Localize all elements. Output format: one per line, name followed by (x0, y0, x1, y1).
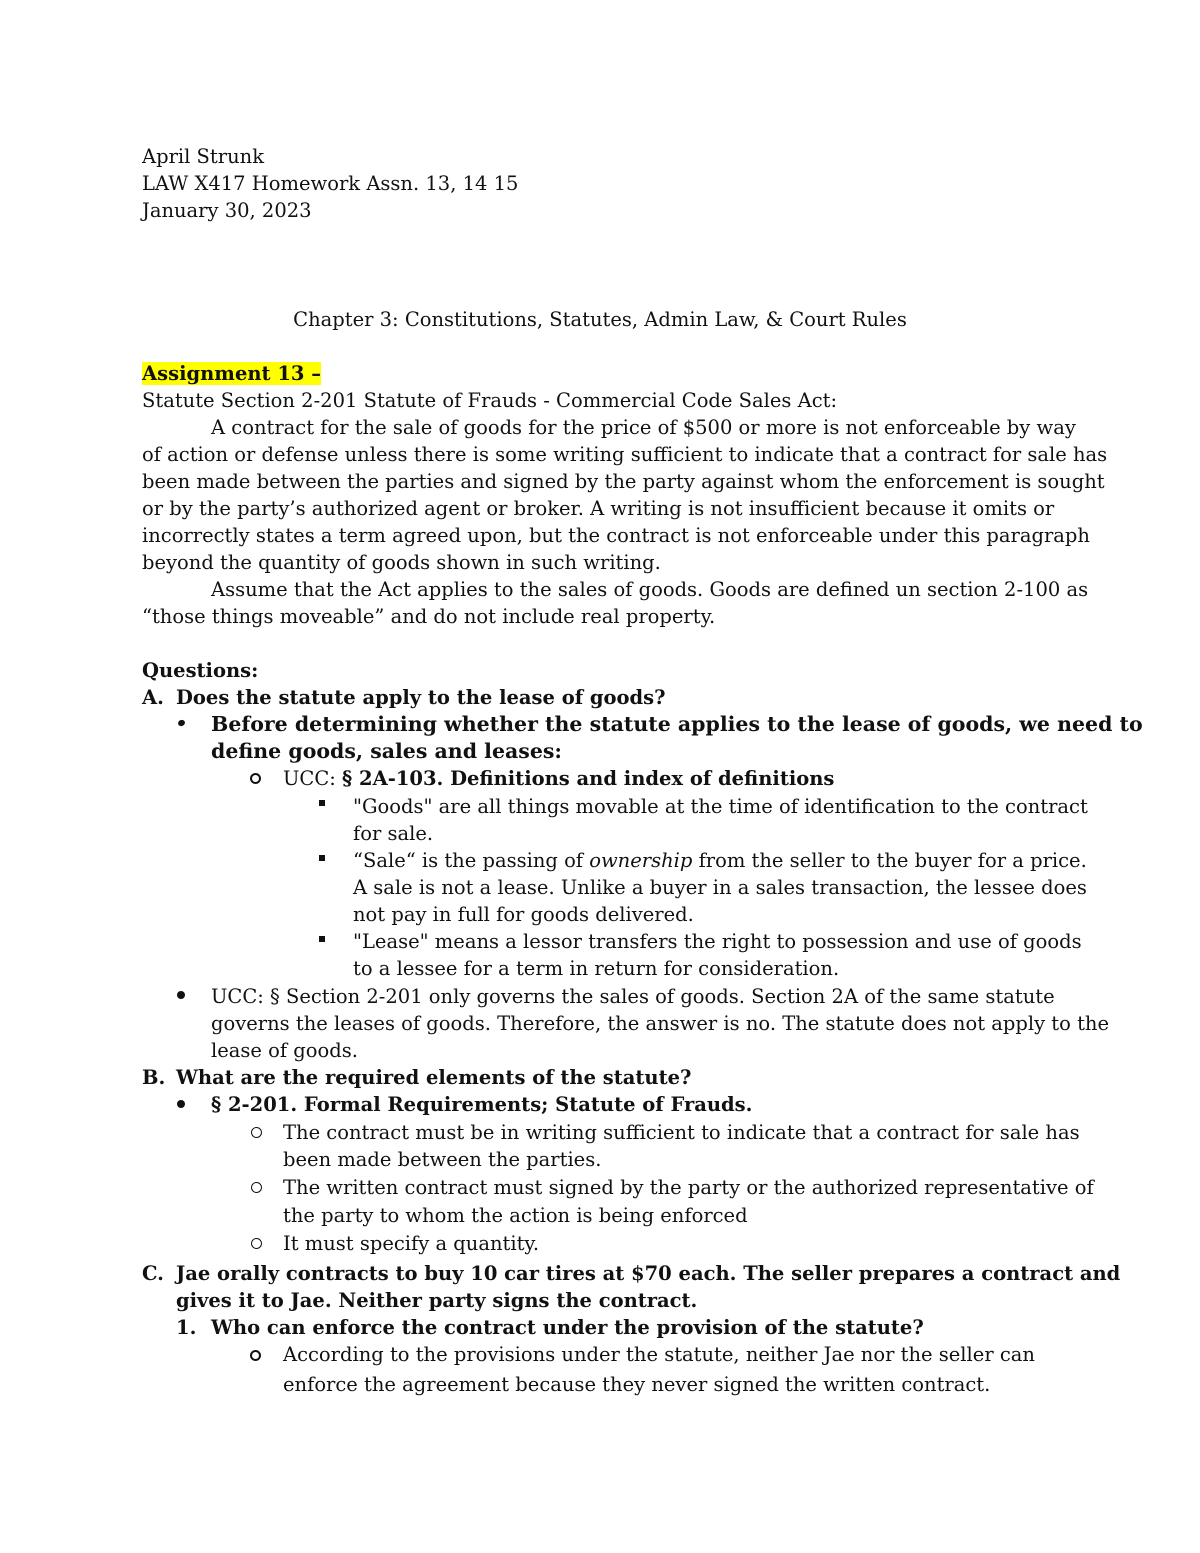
assumption-paragraph-line: “those things moveable” and do not include real property. (142, 605, 716, 628)
chapter-title: Chapter 3: Constitutions, Statutes, Admin Law, & Court Rules (293, 308, 907, 331)
bullet-icon (177, 719, 186, 727)
statute-heading: Statute Section 2-201 Statute of Frauds - Commercial Code Sales Act: (142, 389, 838, 412)
hollow-bullet-icon (250, 1350, 261, 1361)
answer-a-line: lease of goods. (211, 1039, 358, 1062)
sub-question-text: Who can enforce the contract under the provision of the statute? (211, 1316, 924, 1339)
square-bullet-icon (319, 800, 325, 806)
element-line: The written contract must signed by the party or the authorized representative of (283, 1176, 1094, 1199)
answer-c-line: According to the provisions under the statute, neither Jae nor the seller can (283, 1343, 1035, 1366)
assignment-heading (142, 360, 321, 387)
bullet-icon (177, 991, 185, 999)
sale-text: from the seller to the buyer for a price. (692, 849, 1087, 872)
answer-a-line: governs the leases of goods. Therefore, the answer is no. The statute does not apply to the (211, 1012, 1110, 1035)
hollow-bullet-icon (250, 773, 261, 784)
circle-bullet-icon (251, 1238, 262, 1249)
question-c-text-line: gives it to Jae. Neither party signs the contract. (176, 1289, 698, 1312)
assumption-paragraph-line: Assume that the Act applies to the sales of goods. Goods are defined un section 2-100 as (211, 578, 1089, 601)
answer-c-line: enforce the agreement because they never signed the written contract. (283, 1373, 991, 1396)
lease-definition-line: "Lease" means a lessor transfers the right to possession and use of goods (353, 930, 1082, 953)
bullet-text-line: Before determining whether the statute applies to the lease of goods, we need to (211, 712, 1143, 736)
sale-definition-line (353, 847, 1087, 874)
ucc-section-title: § 2A-103. Definitions and index of definitions (342, 767, 835, 790)
statute-paragraph-line: or by the party’s authorized agent or broker. A writing is not insufficient because it omits or (142, 497, 1055, 520)
question-b-marker: B. (142, 1066, 166, 1089)
ownership-emphasis: ownership (589, 849, 693, 872)
statute-paragraph-line: beyond the quantity of goods shown in such writing. (142, 551, 661, 574)
square-bullet-icon (319, 855, 325, 861)
sub-question-marker: 1. (176, 1316, 197, 1339)
formal-requirements-heading: § 2-201. Formal Requirements; Statute of Frauds. (211, 1093, 753, 1116)
goods-definition-line: "Goods" are all things movable at the time of identification to the contract (353, 795, 1088, 818)
square-bullet-icon (319, 936, 325, 942)
bullet-icon (177, 1100, 185, 1108)
statute-paragraph-line: been made between the parties and signed by the party against whom the enforcement is sought (142, 470, 1105, 493)
element-line: the party to whom the action is being enforced (283, 1204, 748, 1227)
bullet-text-line: define goods, sales and leases: (211, 739, 562, 763)
question-a-marker: A. (142, 686, 164, 709)
circle-bullet-icon (251, 1127, 262, 1138)
goods-definition-line: for sale. (353, 822, 434, 845)
statute-paragraph-line: A contract for the sale of goods for the price of $500 or more is not enforceable by way (211, 416, 1076, 439)
document-date: January 30, 2023 (142, 199, 312, 222)
course-title: LAW X417 Homework Assn. 13, 14 15 (142, 172, 519, 195)
answer-a-line: UCC: § Section 2-201 only governs the sales of goods. Section 2A of the same statute (211, 985, 1055, 1008)
sale-definition-line: A sale is not a lease. Unlike a buyer in a sales transaction, the lessee does (353, 876, 1087, 899)
element-line: It must specify a quantity. (283, 1232, 540, 1255)
sale-definition-line: not pay in full for goods delivered. (353, 903, 694, 926)
assignment-highlight: Assignment 13 – (142, 362, 321, 385)
questions-heading: Questions: (142, 659, 259, 682)
question-c-marker: C. (142, 1262, 164, 1285)
author-name: April Strunk (142, 145, 265, 168)
ucc-label: UCC: (283, 767, 343, 790)
element-line: been made between the parties. (283, 1148, 602, 1171)
element-line: The contract must be in writing sufficient to indicate that a contract for sale has (283, 1121, 1080, 1144)
statute-paragraph-line: incorrectly states a term agreed upon, but the contract is not enforceable under this paragraph (142, 524, 1090, 547)
sale-text: “Sale“ is the passing of (353, 849, 590, 872)
question-c-text-line: Jae orally contracts to buy 10 car tires at $70 each. The seller prepares a contract and (176, 1262, 1121, 1285)
question-b-text: What are the required elements of the statute? (176, 1066, 692, 1089)
question-a-text: Does the statute apply to the lease of goods? (176, 686, 666, 709)
circle-bullet-icon (251, 1182, 262, 1193)
statute-paragraph-line: of action or defense unless there is some writing sufficient to indicate that a contract for sale has (142, 443, 1108, 466)
ucc-definitions-heading (283, 765, 834, 792)
lease-definition-line: to a lessee for a term in return for consideration. (353, 957, 840, 980)
